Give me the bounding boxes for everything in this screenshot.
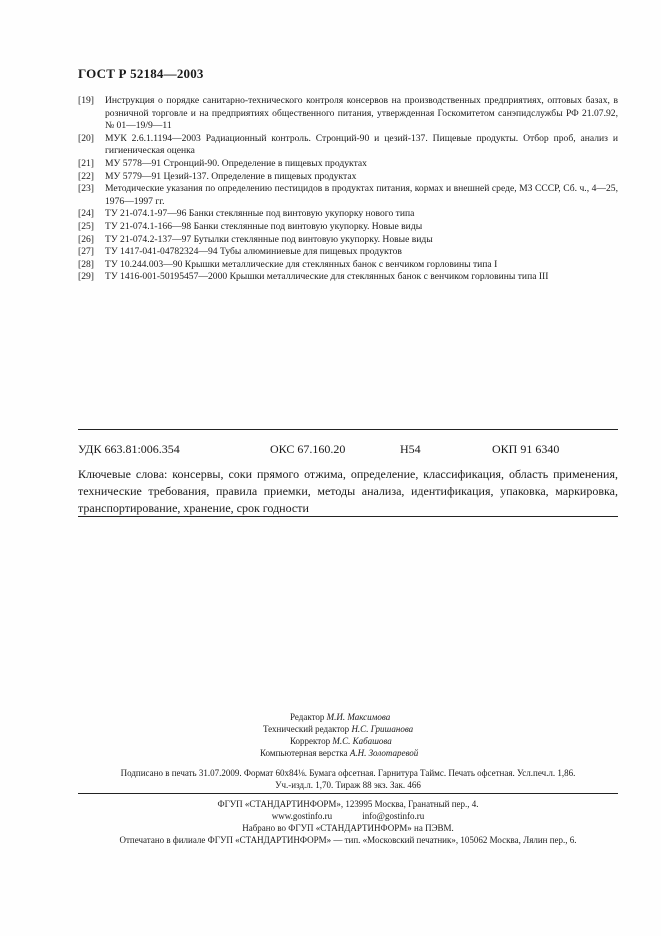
divider-top <box>78 429 618 430</box>
ref-text: Инструкция о порядке санитарно-технического контроля консервов на производственных предприятиях, оптовых базах, в розничной торговле и на предприятиях общественного питания, утвержденная Госкомитетом санэпидслужбы РФ 21.07.92, № 01—19/9—11 <box>105 95 618 132</box>
ref-text: ТУ 21-074.1-97—96 Банки стеклянные под винтовую укупорку нового типа <box>105 208 415 220</box>
footer-block <box>78 798 618 846</box>
ref-text: МУ 5779—91 Цезий-137. Определение в пищевых продуктах <box>105 170 357 182</box>
bibliography-item <box>78 133 618 158</box>
typeset-note: Набрано во ФГУП «СТАНДАРТИНФОРМ» на ПЭВМ. <box>242 823 454 833</box>
credit-name: М.С. Кабашова <box>332 736 392 746</box>
ref-number: [26] <box>78 233 94 245</box>
credit-tech-editor <box>263 723 413 735</box>
udk-code: УДК 663.81:006.354 <box>78 442 180 456</box>
ref-number: [23] <box>78 183 94 195</box>
divider-footer <box>78 793 618 794</box>
credit-label: Редактор <box>290 712 325 722</box>
group-code: Н54 <box>400 442 421 456</box>
contact-row <box>78 810 618 822</box>
okp-code: ОКП 91 6340 <box>492 442 560 456</box>
bibliography-item <box>78 221 618 234</box>
oks-code: ОКС 67.160.20 <box>270 442 346 456</box>
publication-line: Уч.-изд.л. 1,70. Тираж 88 экз. Зак. 466 <box>275 780 421 790</box>
bibliography-item <box>78 171 618 184</box>
ref-number: [19] <box>78 95 94 106</box>
printed-note: Отпечатано в филиале ФГУП «СТАНДАРТИНФОРМ» — тип. «Московский печатник», 105062 Москва, Лялин пер., 6. <box>119 835 577 845</box>
credit-name: А.Н. Золотаревой <box>349 748 419 758</box>
page-header-title: ГОСТ Р 52184—2003 <box>78 66 204 81</box>
divider-bottom <box>78 516 618 517</box>
bibliography-item <box>78 183 618 208</box>
bibliography-item <box>78 246 618 259</box>
publication-info <box>78 767 618 791</box>
bibliography-item <box>78 234 618 247</box>
credit-name: Н.С. Гришанова <box>351 724 414 734</box>
keywords-paragraph: Ключевые слова: консервы, соки прямого отжима, определение, классификация, область применения, технические требования, правила приемки, методы анализа, идентификация, упаковка, маркировка, транспортирование, хранение, срок годности <box>78 467 618 515</box>
credit-label: Корректор <box>290 736 331 746</box>
ref-text: МУ 5778—91 Стронций-90. Определение в пищевых продуктах <box>105 157 367 169</box>
publisher-address: ФГУП «СТАНДАРТИНФОРМ», 123995 Москва, Гранатный пер., 4. <box>217 799 479 809</box>
credit-label: Технический редактор <box>263 724 350 734</box>
ref-text: ТУ 1417-041-04782324—94 Тубы алюминиевые для пищевых продуктов <box>105 246 402 258</box>
ref-number: [22] <box>78 170 94 182</box>
ref-number: [29] <box>78 271 94 283</box>
bibliography-list <box>78 95 618 284</box>
ref-text: МУК 2.6.1.1194—2003 Радиационный контроль. Стронций-90 и цезий-137. Пищевые продукты. Отбор проб, анализ и гигиеническая оценка <box>105 132 618 157</box>
ref-number: [25] <box>78 220 94 232</box>
credit-editor <box>290 711 390 723</box>
bibliography-item <box>78 271 618 284</box>
bibliography-item <box>78 208 618 221</box>
publication-line: Подписано в печать 31.07.2009. Формат 60х84⅛. Бумага офсетная. Гарнитура Таймс. Печать офсетная. Усл.печ.л. 1,86. <box>120 768 576 778</box>
ref-number: [27] <box>78 246 94 258</box>
ref-number: [20] <box>78 132 94 144</box>
bibliography-item <box>78 259 618 272</box>
credit-corrector <box>290 735 392 747</box>
ref-text: ТУ 10.244.003—90 Крышки металлические для стеклянных банок с венчиком горловины типа I <box>105 258 498 270</box>
ref-text: ТУ 21-074.1-166—98 Банки стеклянные под винтовую укупорку. Новые виды <box>105 220 423 232</box>
website-link[interactable]: www.gostinfo.ru <box>271 811 333 821</box>
ref-number: [24] <box>78 208 94 220</box>
ref-number: [21] <box>78 157 94 169</box>
ref-number: [28] <box>78 258 94 270</box>
ref-text: Методические указания по определению пестицидов в продуктах питания, кормах и внешней среде, МЗ СССР, Сб. ч., 4—25, 1976—1997 гг. <box>105 183 618 207</box>
ref-text: ТУ 21-074.2-137—97 Бутылки стеклянные под винтовую укупорку. Новые виды <box>105 233 433 245</box>
credit-layout <box>260 747 418 759</box>
credit-label: Компьютерная верстка <box>260 748 348 758</box>
ref-text: ТУ 1416-001-50195457—2000 Крышки металлические для стеклянных банок с венчиком горловины типа III <box>105 271 549 283</box>
credit-name: М.И. Максимова <box>326 712 391 722</box>
bibliography-item <box>78 158 618 171</box>
email-link[interactable]: info@gostinfo.ru <box>362 811 425 821</box>
bibliography-item <box>78 95 618 133</box>
